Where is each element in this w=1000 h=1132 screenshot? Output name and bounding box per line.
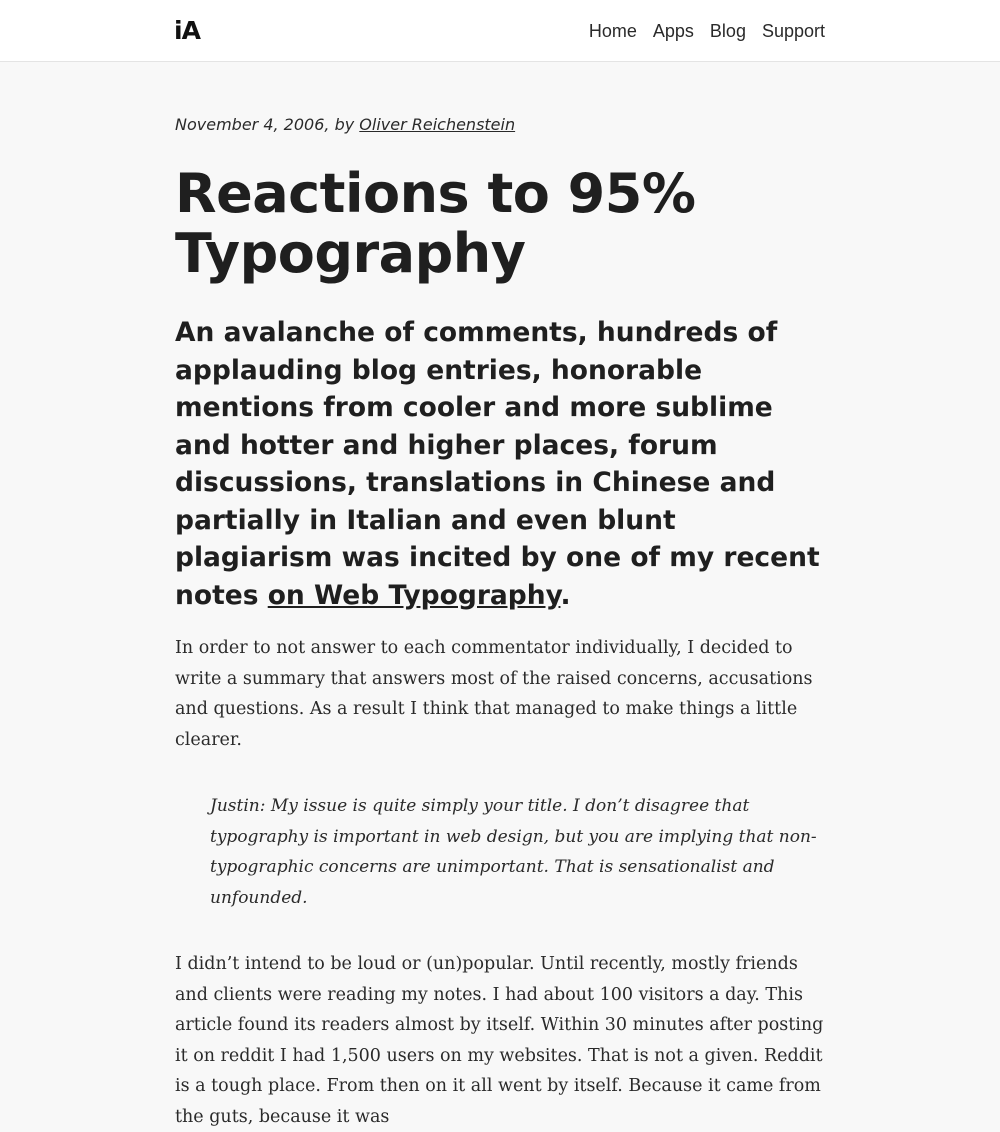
paragraph-response: I didn’t intend to be loud or (un)popular. Until recently, mostly friends and clients were reading my notes. I had about 100 visitors a day. This article found its readers almost by itself. Within 30 minutes after posting it on reddit I had 1,500 users on my websites. That is not a given. Reddit is a tough place. From then on it all went by itself. Because it came from the guts, because it was bbox=[175, 954, 824, 1127]
reader-quote: Justin: My issue is quite simply your title. I don’t disagree that typography is important in web design, but you are implying that non-typographic concerns are unimportant. That is sensationalist and unfounded. bbox=[210, 796, 817, 908]
author-link[interactable]: Oliver Reichenstein bbox=[359, 115, 516, 134]
nav-link-blog[interactable]: Blog bbox=[709, 21, 746, 41]
paragraph-intro: In order to not answer to each commentator individually, I decided to write a summary that answers most of the raised concerns, accusations and questions. As a result I think that managed to make things a little clearer. bbox=[175, 638, 813, 750]
article-title-line-2: Typography bbox=[175, 222, 526, 285]
web-typography-link[interactable]: on Web Typography bbox=[267, 579, 561, 611]
article bbox=[175, 112, 827, 1132]
lede-text: An avalanche of comments, hundreds of applauding blog entries, honorable mentions from cooler and more sublime and hotter and higher places, forum discussions, translations in Chinese and partially in Italian and even blunt plagiarism was incited by one of my recent notes bbox=[175, 317, 820, 611]
nav-link-home[interactable]: Home bbox=[588, 21, 637, 41]
nav-link-apps[interactable]: Apps bbox=[652, 21, 694, 41]
lede-end: . bbox=[560, 579, 571, 611]
article-date: November 4, 2006, by bbox=[175, 115, 355, 134]
nav-link-support[interactable]: Support bbox=[761, 21, 825, 41]
article-title-line-1: Reactions to 95% bbox=[175, 162, 696, 225]
article-title bbox=[175, 164, 827, 284]
site-header bbox=[0, 0, 1000, 62]
article-byline bbox=[175, 112, 827, 138]
site-logo[interactable]: iA bbox=[174, 16, 200, 45]
main-nav bbox=[573, 18, 825, 44]
article-lede bbox=[175, 314, 827, 614]
